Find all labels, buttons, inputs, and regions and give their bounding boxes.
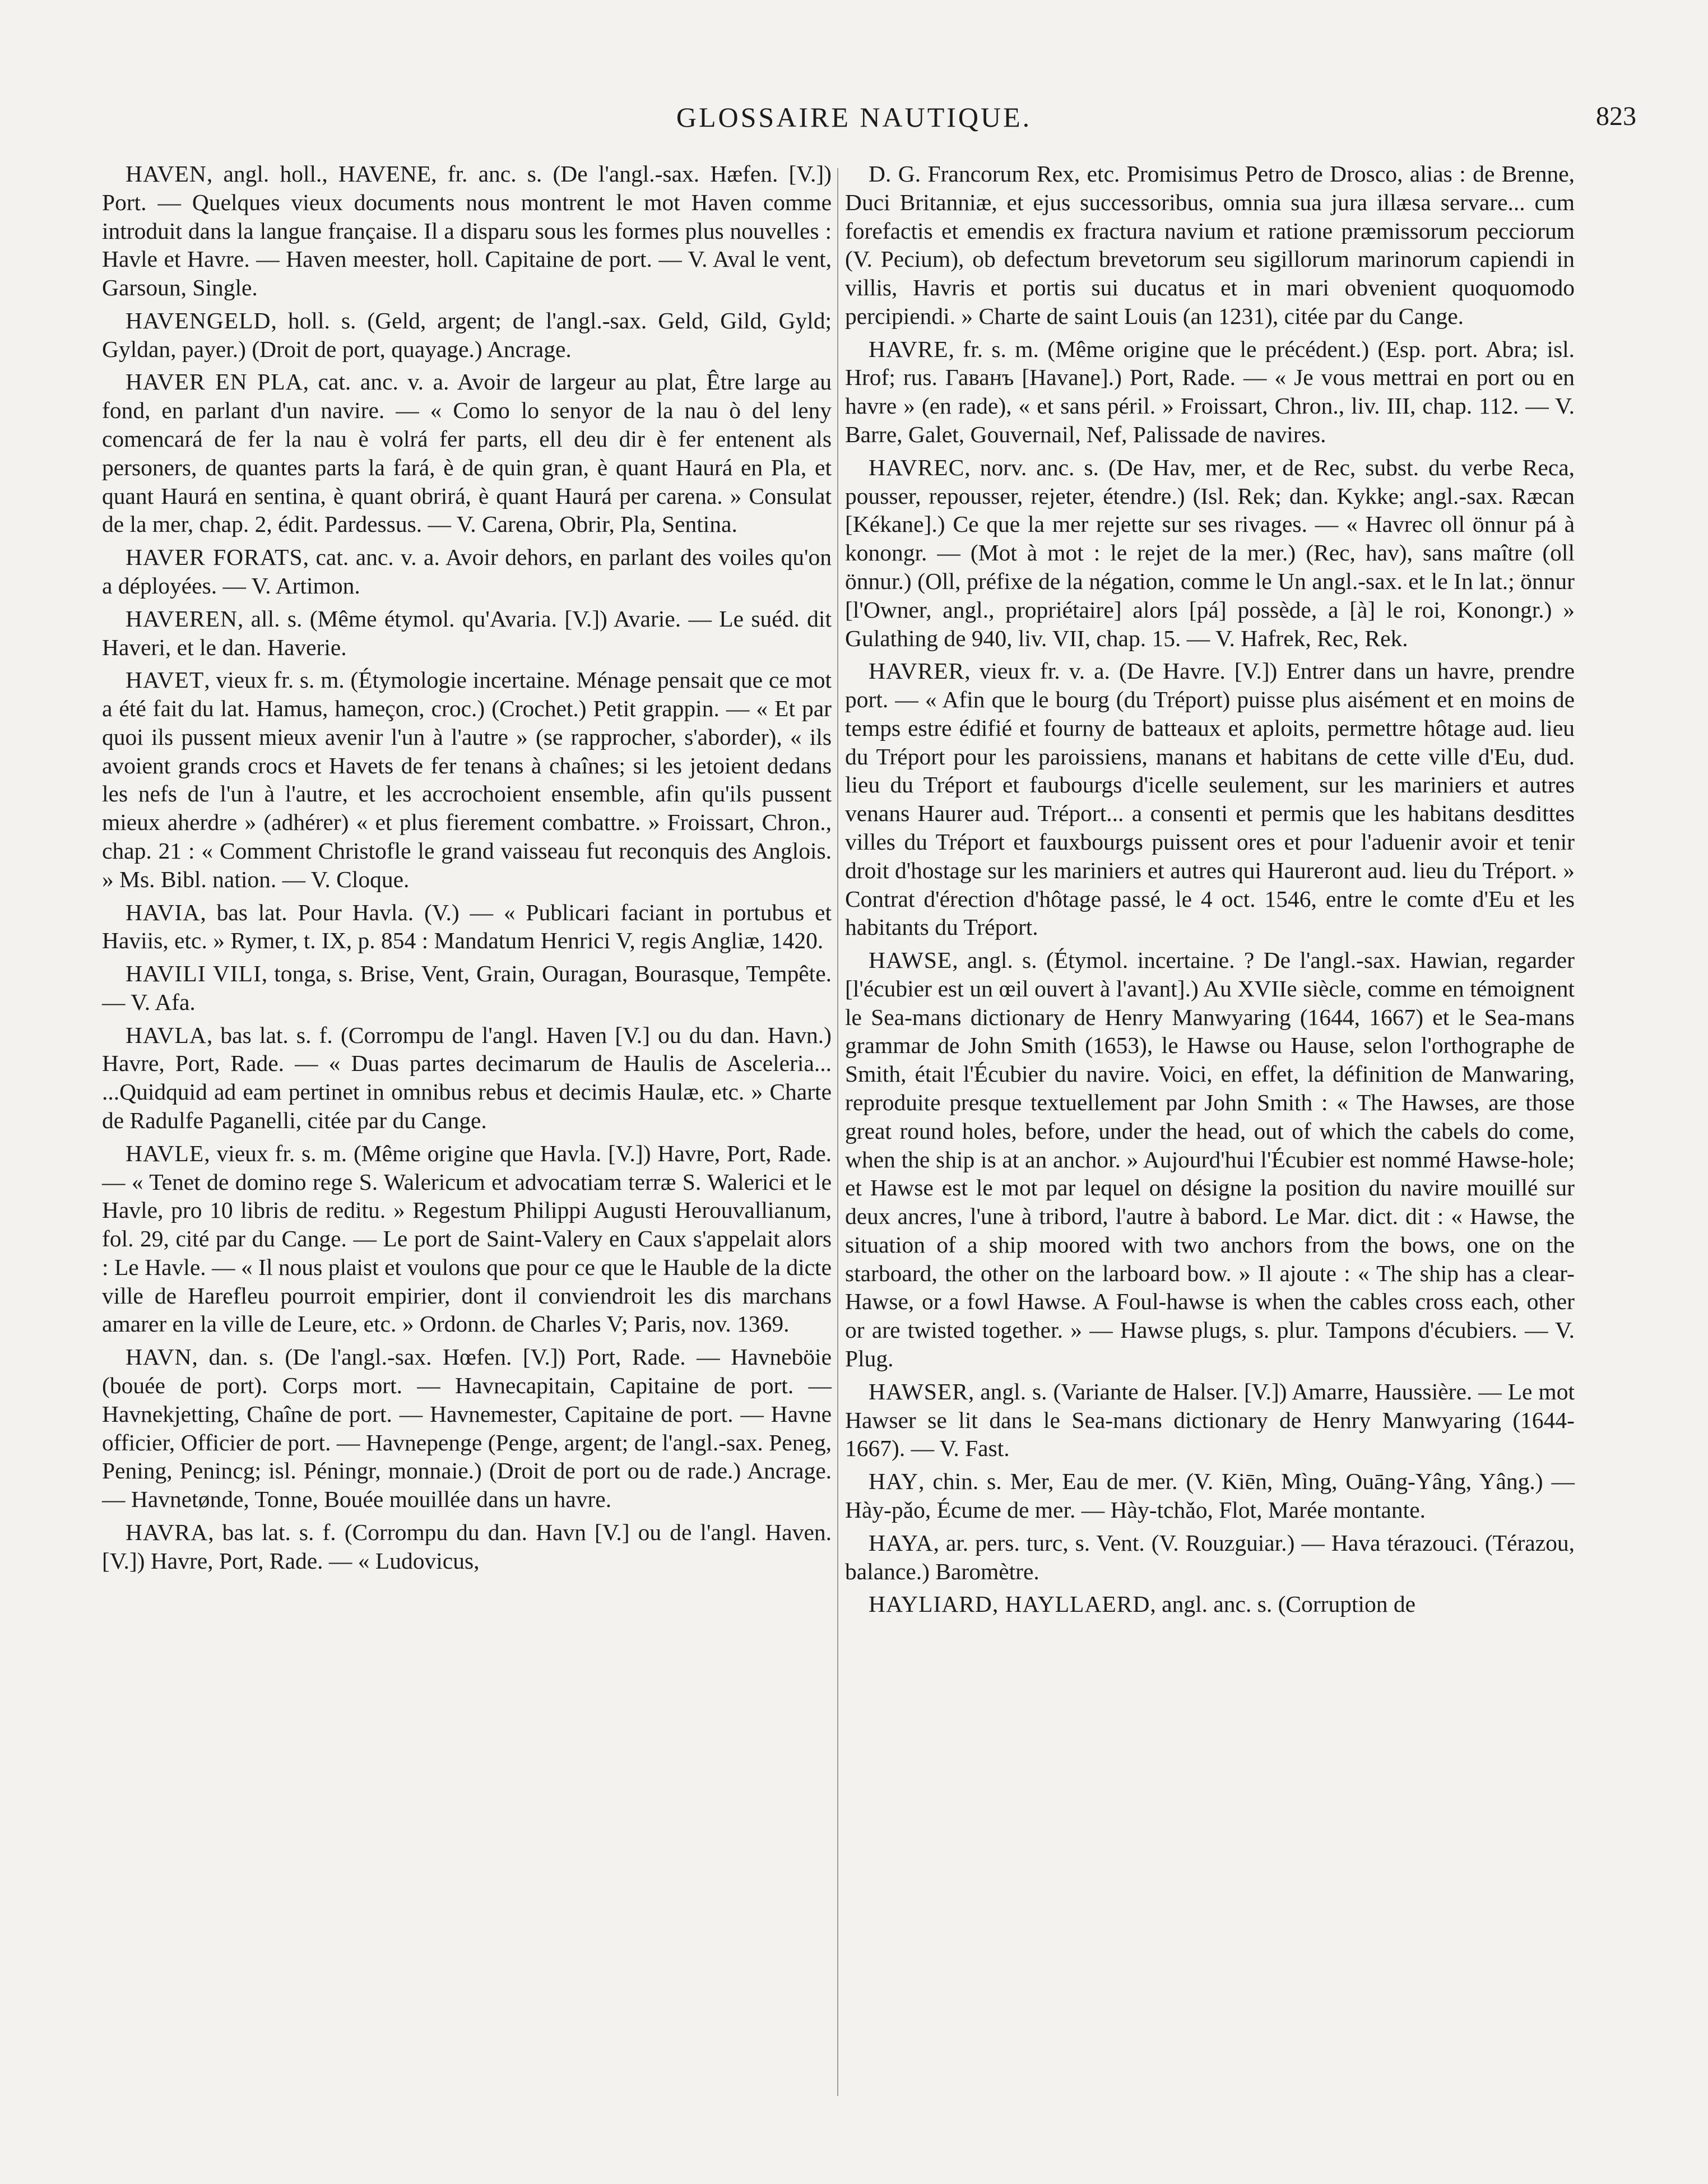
entry-text: , bas lat. s. f. (Corrompu de l'angl. Haven [V.] ou du dan. Havn.) Havre, Port, Rade. — « Duas partes decimarum de Haulis de Asceleria... ...Quidquid ad eam pertinet in omnibus rebus et decimis Haulæ, etc. » Charte de Radulfe Paganelli, citée par du Cange. — [102, 1022, 832, 1133]
entry-text: , cat. anc. v. a. Avoir dehors, en parlant des voiles qu'on a déployées. — V. Artimon. — [102, 544, 832, 599]
column-divider — [837, 168, 838, 2096]
entry-text: , bas lat. s. f. (Corrompu du dan. Havn [V.] ou de l'angl. Haven. [V.]) Havre, Port, Rade. — « Ludovicus, — [102, 1519, 832, 1574]
entry-text: , vieux fr. s. m. (Même origine que Havla. [V.]) Havre, Port, Rade. — « Tenet de domino rege S. Walericum et advocatiam terræ S. Walerici et le Havle, pro 10 libris de reditu. » Regestum Philippi Augusti Herouvallianum, fol. 29, cité par du Cange. — Le port de Saint-Valery en Caux s'appelait alors : Le Havle. — « Il nous plaist et voulons que pour ce que le Hauble de la dicte ville de Harefleu pourroit empirier, dont il conviendroit les dis marchans amarer en la ville de Leure, etc. » Ordonn. de Charles V; Paris, nov. 1369. — [102, 1140, 832, 1337]
glossary-entry — [845, 1529, 1575, 1586]
entry-text: , chin. s. Mer, Eau de mer. (V. Kiēn, Mìng, Ouāng-Yâng, Yâng.) — Hày-pǎo, Écume de mer. — Hày-tchǎo, Flot, Marée montante. — [845, 1468, 1575, 1523]
glossary-entry — [845, 1467, 1575, 1524]
entry-text: D. G. Francorum Rex, etc. Promisimus Petro de Drosco, alias : de Brenne, Duci Britanniæ, et ejus successoribus, omnia sua jura illæsa servare... cum forefactis et emendis ex fractura navium et ratione præmissorum pecciorum (V. Pecium), ob defectum brevetorum seu sigillorum marinorum capiendi in villis, Havris et portis sui ducatus et in mari obvenient quoquomodo percipiendi. » Charte de saint Louis (an 1231), citée par du Cange. — [845, 161, 1575, 329]
running-header-title: GLOSSAIRE NAUTIQUE. — [676, 101, 1032, 133]
entry-text: , norv. anc. s. (De Hav, mer, et de Rec, subst. du verbe Reca, pousser, repousser, rejeter, étendre.) (Isl. Rek; dan. Kykke; angl.-sax. Ræcan [Kékane].) Ce que la mer rejette sur ses rivages. — « Havrec oll önnur pá à konongr. — (Mot à mot : le rejet de la mer.) (Rec, hav), sans maître (oll önnur.) (Oll, préfixe de la négation, comme le Un angl.-sax. et le In lat.; önnur [l'Owner, angl., propriétaire] alors [pá] possède, a [à] le roi, Konongr.) » Gulathing de 940, liv. VII, chap. 15. — V. Hafrek, Rec, Rek. — [845, 454, 1575, 651]
entry-headword: HAVEN — [126, 161, 207, 187]
entry-headword: HAVRE — [869, 336, 949, 362]
glossary-entry — [102, 1021, 832, 1135]
glossary-entry — [102, 1343, 832, 1514]
entry-text: , ar. pers. turc, s. Vent. (V. Rouzguiar.) — Hava térazouci. (Térazou, balance.) Baromètre. — [845, 1529, 1575, 1584]
entry-headword: HAVRER — [869, 658, 965, 684]
glossary-entry — [102, 666, 832, 893]
entry-headword: HAVET — [126, 667, 205, 693]
glossary-entry — [102, 1518, 832, 1575]
entry-headword: HAVREC — [869, 454, 965, 480]
entry-text: , dan. s. (De l'angl.-sax. Hœfen. [V.]) Port, Rade. — Havneböie (bouée de port). Corps mort. — Havnecapitain, Capitaine de port. — Havnekjetting, Chaîne de port. — Havnemester, Capitaine de port. — Havne officier, Officier de port. — Havnepenge (Penge, argent; de l'angl.-sax. Peneg, Pening, Penincg; isl. Péningr, monnaie.) (Droit de port ou de rade.) Ancrage. — Havnetønde, Tonne, Bouée mouillée dans un havre. — [102, 1344, 832, 1513]
entry-text: , angl. s. (Variante de Halser. [V.]) Amarre, Haussière. — Le mot Hawser se lit dans le Sea-mans dictionary de Henry Manwyaring (1644-1667). — V. Fast. — [845, 1378, 1575, 1462]
entry-headword: HAYA — [869, 1529, 934, 1556]
glossary-entry — [102, 605, 832, 662]
entry-headword: HAVLE — [126, 1140, 205, 1166]
glossary-entry — [845, 657, 1575, 942]
glossary-entry — [102, 368, 832, 539]
glossary-entry — [102, 959, 832, 1017]
glossary-entry — [102, 543, 832, 600]
entry-text: , cat. anc. v. a. Avoir de largeur au plat, Être large au fond, en parlant d'un navire. — « Como lo senyor de la nau ò del leny comencará de fer la nau è volrá fer parts, ell deu dir è fer entenent als personers, de quantes parts la fará, è de quin gran, è quant Haurá en Pla, et quant Haurá en sentina, è quant obrirá, è quant Haurá per carena. » Consulat de la mer, chap. 2, édit. Pardessus. — V. Carena, Obrir, Pla, Sentina. — [102, 369, 832, 537]
entry-text: , fr. s. m. (Même origine que le précédent.) (Esp. port. Abra; isl. Hrof; rus. Гаванъ [Havane].) Port, Rade. — « Je vous mettrai en port ou en havre » (en rade), « et sans péril. » Froissart, Chron., liv. III, chap. 112. — V. Barre, Galet, Gouvernail, Nef, Palissade de navires. — [845, 336, 1575, 448]
glossary-entry — [845, 335, 1575, 449]
entry-headword: HAVILI VILI — [126, 961, 262, 987]
entry-text: , all. s. (Même étymol. qu'Avaria. [V.]) Avarie. — Le suéd. dit Haveri, et le dan. Haverie. — [102, 605, 832, 660]
entry-headword: HAVER EN PLA — [126, 369, 303, 395]
entry-headword: HAVRA — [126, 1519, 208, 1545]
entry-text: , vieux fr. v. a. (De Havre. [V.]) Entrer dans un havre, prendre port. — « Afin que le bourg (du Tréport) puisse plus aisément et en moins de temps estre édifié et fourny de batteaux et aploits, permettre hôtage aud. lieu du Tréport pour les paroissiens, manans et habitans de cette ville d'Eu, dud. lieu du Tréport et faubourgs d'icelle seulement, sur les mariniers et autres venans Haurer aud. Tréport... a consenti et permis que les habitans desdittes villes du Tréport et fauxbourgs puissent ores et pour l'aduenir avoir et tenir droit d'hostage sur les mariniers et autres qui Haureront aud. lieu du Tréport. » Contrat d'érection d'hôtage passé, le 4 oct. 1546, entre le comte d'Eu et les habitants du Tréport. — [845, 658, 1575, 940]
glossary-entry — [845, 453, 1575, 652]
glossary-entry — [102, 160, 832, 302]
entry-text: , angl. s. (Étymol. incertaine. ? De l'angl.-sax. Hawian, regarder [l'écubier est un œil ouvert à l'avant].) Au XVIIe siècle, comme en témoignent le Sea-mans dictionary de Henry Manwyaring (1644, 1667) et le Sea-mans grammar de John Smith (1653), le Hawse ou Hause, selon l'orthographe de Smith, était l'Écubier du navire. Voici, en effet, la définition de Manwaring, reproduite presque textuellement par John Smith : « The Hawses, are those great round holes, before, under the head, out of which the cabels do come, when the ship is at an anchor. » Aujourd'hui l'Écubier est nommé Hawse-hole; et Hawse est le mot par lequel on désigne la position du navire mouillé sur deux ancres, l'une à tribord, l'autre à babord. Le Mar. dict. dit : « Hawse, the situation of a ship moored with two anchors from the bows, one on the starboard, the other on the larboard bow. » Il ajoute : « The ship has a clear-Hawse, or a fowl Hawse. A Foul-hawse is when the cables cross each, other or are twisted together. » — Hawse plugs, s. plur. Tampons d'écubiers. — V. Plug. — [845, 947, 1575, 1372]
entry-headword: HAVN — [126, 1344, 192, 1370]
glossary-entry — [102, 307, 832, 364]
entry-headword: HAWSER — [869, 1378, 968, 1404]
left-column — [102, 160, 832, 1580]
entry-headword: HAWSE — [869, 947, 953, 973]
entry-text: , angl. holl., HAVENE, fr. anc. s. (De l'angl.-sax. Hæfen. [V.]) Port. — Quelques vieux documents nous montrent le mot Haven comme introduit dans la langue française. Il a disparu sous les formes plus nouvelles : Havle et Havre. — Haven meester, holl. Capitaine de port. — V. Aval le vent, Garsoun, Single. — [102, 161, 832, 301]
entry-text: , tonga, s. Brise, Vent, Grain, Ouragan, Bourasque, Tempête. — V. Afa. — [102, 961, 832, 1015]
entry-text: , bas lat. Pour Havla. (V.) — « Publicari faciant in portubus et Haviis, etc. » Rymer, t. IX, p. 854 : Mandatum Henrici V, regis Angliæ, 1420. — [102, 899, 832, 954]
entry-headword: HAVENGELD — [126, 307, 271, 333]
entry-headword: HAVER FORATS — [126, 544, 303, 571]
entry-text: , angl. anc. s. (Corruption de — [1150, 1591, 1416, 1617]
glossary-entry — [845, 160, 1575, 331]
page-number: 823 — [1596, 101, 1636, 131]
entry-text: , holl. s. (Geld, argent; de l'angl.-sax. Geld, Gild, Gyld; Gyldan, payer.) (Droit de port, quayage.) Ancrage. — [102, 307, 832, 362]
glossary-entry — [845, 946, 1575, 1373]
glossary-entry — [845, 1378, 1575, 1463]
entry-headword: HAVLA — [126, 1022, 207, 1048]
entry-text: , vieux fr. s. m. (Étymologie incertaine. Ménage pensait que ce mot a été fait du lat. Hamus, hameçon, croc.) (Crochet.) Petit grappin. — « Et par quoi ils pussent mieux avenir l'un à l'autre » (se rapprocher, s'aborder), « ils avoient grands crocs et Havets de fer tenans à chaînes; si les jetoient dedans les nefs de l'un à l'autre, et les accrochoient ensemble, afin qu'ils pussent mieux aherdre » (adhérer) « et plus fierement combattre. » Froissart, Chron., chap. 21 : « Comment Christofle le grand vaisseau fut reconquis des Anglois. » Ms. Bibl. nation. — V. Cloque. — [102, 667, 832, 892]
glossary-entry — [102, 898, 832, 956]
glossary-entry — [102, 1139, 832, 1338]
entry-headword: HAYLIARD, HAYLLAERD — [869, 1591, 1150, 1617]
glossary-entry — [845, 1590, 1575, 1619]
entry-headword: HAVEREN — [126, 605, 238, 632]
entry-headword: HAVIA — [126, 899, 201, 925]
entry-headword: HAY — [869, 1468, 919, 1495]
right-column — [845, 160, 1575, 1623]
